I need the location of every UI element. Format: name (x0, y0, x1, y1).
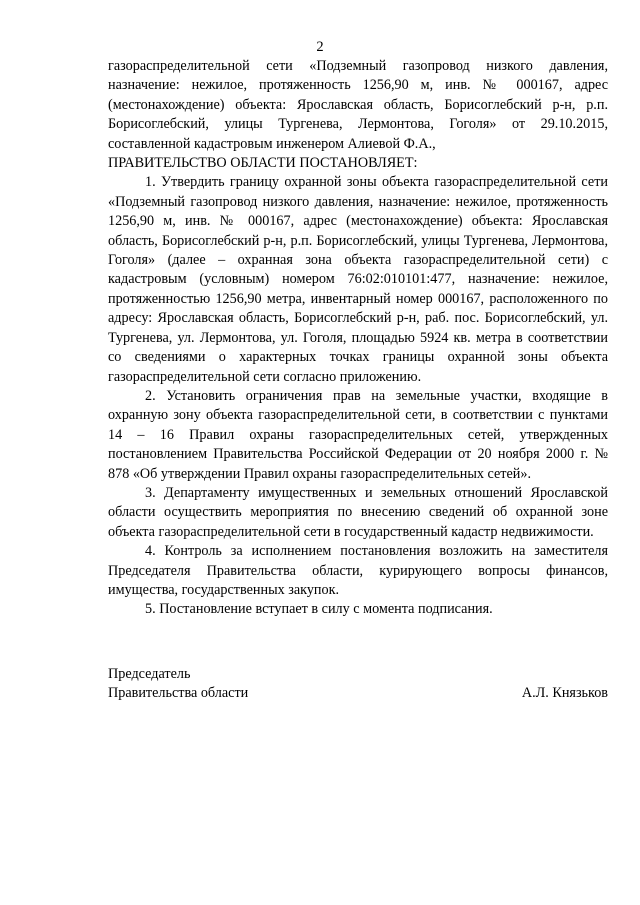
signature-title-line1: Председатель (108, 666, 191, 682)
item-4-paragraph: 4. Контроль за исполнением постановления возложить на заместителя Председателя Правительства области, курирующего вопросы финансов, имущества, государственных закупок. (108, 543, 608, 598)
item-3-paragraph: 3. Департаменту имущественных и земельных отношений Ярославской области осуществить мероприятия по внесению сведений об охранной зоне объекта газораспределительной сети в государственный кадастр недвижимости. (108, 484, 608, 540)
signature-line (108, 684, 608, 703)
document-body (108, 57, 608, 620)
signature-name: А.Л. Князьков (521, 685, 608, 702)
item-2-paragraph: 2. Установить ограничения прав на земельные участки, входящие в охранную зону объекта газораспределительной сети, в соответствии с пунктами 14 – 16 Правил охраны газораспределительных сетей, утвержденных постановлением Правительства Российской Федерации от 20 ноября 2000 г. № 878 «Об утверждении Правил охраны газораспределительных сетей». (108, 387, 608, 482)
item-5-paragraph: 5. Постановление вступает в силу с момента подписания. (145, 601, 493, 618)
intro-paragraph: газораспределительной сети «Подземный газопровод низкого давления, назначение: нежилое, протяженность 1256,90 м, инв. № 000167, адрес (местонахождение) объекта: Ярославская область, Борисоглебский р-н, р.п. Борисоглебский, улицы Тургенева, Лермонтова, Гоголя» от 29.10.2015, составленной кадастровым инженером Алиевой Ф.А., (108, 58, 608, 152)
signature-title-line2: Правительства области (108, 685, 249, 702)
resolves-heading: ПРАВИТЕЛЬСТВО ОБЛАСТИ ПОСТАНОВЛЯЕТ: (108, 155, 418, 172)
item-1-paragraph: 1. Утвердить границу охранной зоны объекта газораспределительной сети «Подземный газопровод низкого давления, назначение: нежилое, протяженность 1256,90 м, инв. № 000167, адрес (местонахождение) объекта: Ярославская область, Борисоглебский р-н, р.п. Борисоглебский, улицы Тургенева, Лермонтова, Гоголя» (далее – охранная зона объекта газораспределительной сети) с кадастровым (условным) номером 76:02:010101:477, назначение: нежилое, протяженностью 1256,90 метра, инвентарный номер 000167, расположенного по адресу: Ярославская область, Борисоглебский р-н, раб. пос. Борисоглебский, ул. Тургенева, ул. Лермонтова, ул. Гоголя, площадью 5924 кв. метра в соответствии со сведениями о характерных точках границы охранной зоны объекта газораспределительной сети согласно приложению. (108, 174, 608, 385)
signature-block (108, 665, 608, 704)
page-number: 2 (316, 39, 324, 55)
